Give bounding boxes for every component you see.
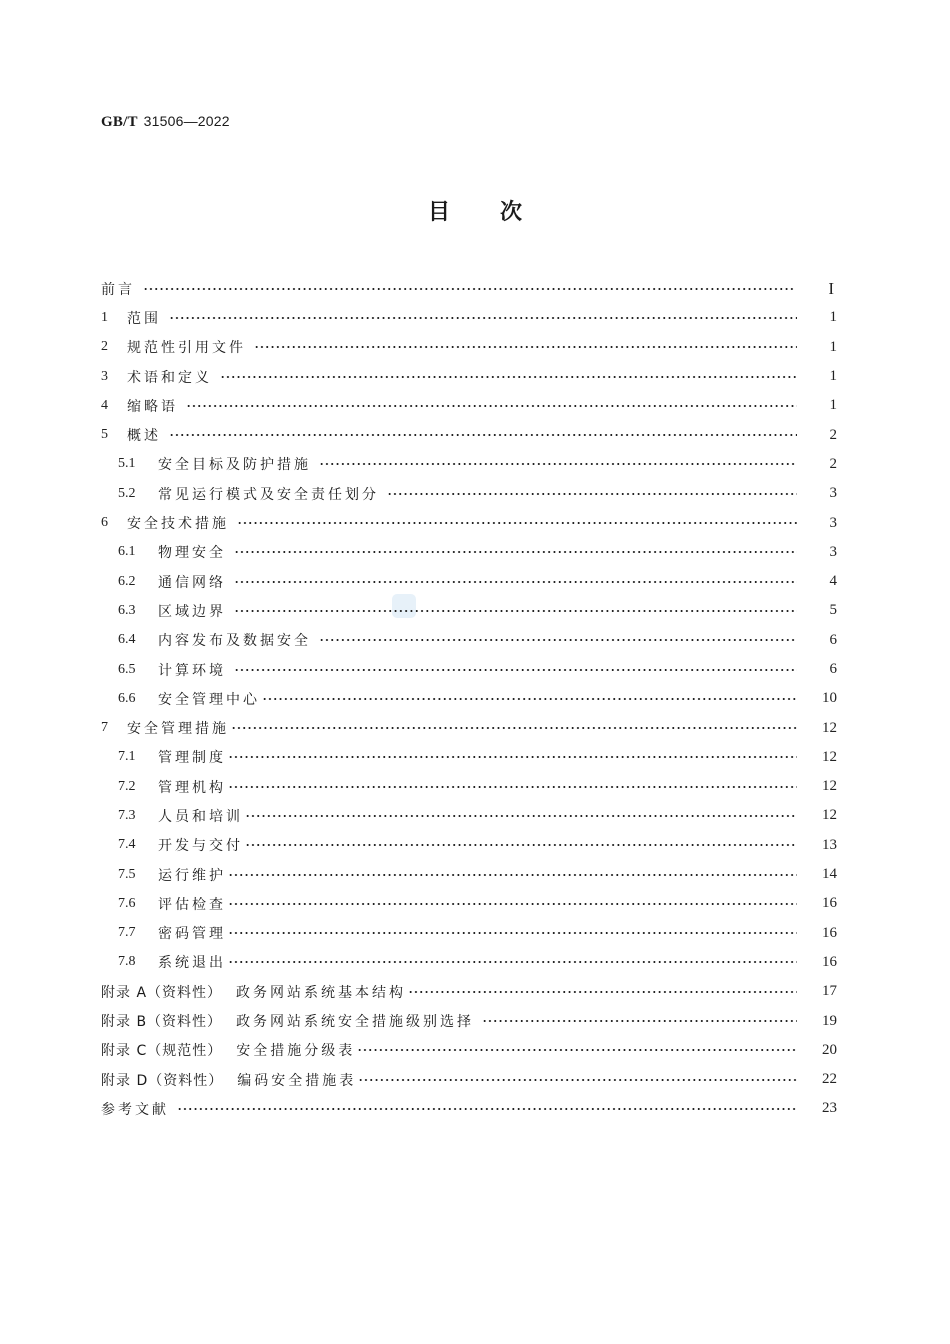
toc-entry-title: 常见运行模式及安全责任划分 (158, 486, 379, 503)
toc-page-number: 17 (822, 983, 837, 1000)
toc-entry-7-3[interactable] (101, 801, 837, 830)
toc-section-number: 1 (101, 309, 108, 325)
toc-entry-title: 密码管理 (158, 926, 226, 943)
toc-section-number: 7.1 (118, 749, 136, 765)
toc-entry-title: 通信网络 (158, 574, 226, 591)
toc-entry-annex-c[interactable] (101, 1036, 837, 1065)
toc-entry-7-8[interactable] (101, 948, 837, 977)
toc-page-number: 5 (829, 602, 837, 619)
toc-entry-6-6[interactable] (101, 684, 837, 713)
toc-entry-title: 计算环境 (158, 662, 226, 679)
toc-page-number: 6 (829, 631, 837, 648)
toc-page-number: 6 (829, 661, 837, 677)
dot-leader (234, 581, 797, 583)
toc-entry-6-2[interactable] (101, 567, 837, 596)
toc-entry-title: 系统退出 (158, 955, 226, 972)
toc-entry-title: 前言 (101, 281, 135, 298)
toc-entry-title: 规范性引用文件 (127, 340, 246, 357)
toc-section-number: 5 (101, 427, 108, 443)
dot-leader (319, 639, 797, 641)
toc-page-number: 22 (822, 1071, 837, 1088)
toc-page-number: 10 (822, 690, 837, 707)
toc-page-number: 2 (829, 455, 837, 472)
toc-entry-title: 人员和培训 (158, 808, 243, 825)
toc-entry-6-3[interactable] (101, 596, 837, 625)
toc-entry-6-4[interactable] (101, 626, 837, 655)
dot-leader (228, 903, 797, 905)
toc-annex-label: 附录 A（资料性） (101, 984, 223, 1001)
toc-page-number: 16 (822, 924, 837, 941)
toc-page-number: 1 (829, 338, 837, 355)
toc-entry-title: 评估检查 (158, 896, 226, 913)
toc-page-number: 12 (822, 807, 837, 824)
toc-entry-7-2[interactable] (101, 772, 837, 801)
toc-entry-7-6[interactable] (101, 889, 837, 918)
toc-entry-title: 区域边界 (158, 603, 226, 620)
dot-leader (254, 346, 797, 348)
dot-leader (319, 463, 797, 465)
toc-page-number: 3 (829, 543, 837, 560)
toc-page-number: 1 (829, 368, 837, 385)
toc-section-number: 6.6 (118, 690, 136, 706)
toc-page-number: 19 (822, 1012, 837, 1029)
toc-page-number: 14 (822, 866, 837, 883)
toc-page-number: 20 (822, 1041, 837, 1058)
dot-leader (228, 786, 797, 788)
toc-section-number: 7.8 (118, 954, 136, 970)
toc-entry-6[interactable] (101, 508, 837, 537)
toc-page-number: 23 (822, 1100, 837, 1117)
toc-section-number: 2 (101, 339, 108, 355)
toc-section-number: 3 (101, 368, 108, 384)
toc-section-number: 6.1 (118, 544, 136, 560)
toc-entry-title: 安全管理中心 (158, 691, 260, 708)
toc-section-number: 7.3 (118, 807, 136, 823)
dot-leader (186, 405, 797, 407)
dot-leader (228, 932, 797, 934)
title-char-1: 目 (427, 200, 450, 225)
toc-page-number: 4 (829, 573, 837, 590)
toc-entry-title: 管理机构 (158, 779, 226, 796)
toc-section-number: 7.2 (118, 778, 136, 794)
standard-code (101, 113, 230, 131)
toc-entry-2[interactable] (101, 333, 837, 362)
toc-page-number: 12 (822, 748, 837, 765)
toc-page-number: 16 (822, 895, 837, 912)
toc-annex-label: 附录 D（资料性） (101, 1072, 224, 1089)
toc-page-number: 13 (822, 836, 837, 853)
toc-section-number: 6 (101, 515, 108, 531)
dot-leader (169, 434, 797, 436)
toc-entry-title: 编码安全措施表 (237, 1072, 357, 1089)
toc-entry-7-5[interactable] (101, 860, 837, 889)
toc-section-number: 5.1 (118, 456, 136, 472)
toc-annex-label: 附录 C（规范性） (101, 1043, 223, 1060)
toc-entry-title: 安全目标及防护措施 (158, 457, 311, 474)
dot-leader (143, 288, 794, 290)
dot-leader (357, 1049, 797, 1051)
toc-entry-title: 参考文献 (101, 1101, 169, 1118)
toc-entry-title: 政务网站系统基本结构 (236, 984, 407, 1001)
toc-entry-5-1[interactable] (101, 450, 837, 479)
toc-entry-title: 开发与交付 (158, 838, 243, 855)
toc-section-number: 7.7 (118, 925, 136, 941)
toc-page-number: 3 (829, 514, 837, 531)
dot-leader (358, 1079, 797, 1081)
toc-section-number: 6.2 (118, 573, 136, 589)
toc-entry-title: 安全管理措施 (127, 721, 229, 738)
toc-entry-annex-d[interactable] (101, 1065, 837, 1094)
dot-leader (228, 756, 797, 758)
toc-section-number: 7.6 (118, 895, 136, 911)
dot-leader (231, 727, 797, 729)
toc-entry-annex-b[interactable] (101, 1006, 837, 1035)
toc-entry-7[interactable] (101, 713, 837, 742)
dot-leader (482, 1020, 797, 1022)
dot-leader (169, 317, 797, 319)
toc-section-number: 6.5 (118, 661, 136, 677)
toc-entry-7-7[interactable] (101, 919, 837, 948)
toc-page-number: I (828, 278, 834, 298)
dot-leader (228, 961, 797, 963)
dot-leader (237, 522, 797, 524)
toc-entry-title: 术语和定义 (127, 369, 212, 386)
toc-entry-title: 范围 (127, 310, 161, 327)
toc-entry-3[interactable] (101, 362, 837, 391)
dot-leader (234, 610, 797, 612)
toc-section-number: 6.3 (118, 602, 136, 618)
toc-entry-1[interactable] (101, 303, 837, 332)
title-char-2: 次 (500, 200, 523, 225)
toc-entry-bibliography[interactable] (101, 1094, 837, 1123)
dot-leader (234, 669, 797, 671)
standard-number: 31506—2022 (143, 113, 230, 129)
standard-prefix: GB/T (101, 114, 138, 130)
toc-section-number: 5.2 (118, 485, 136, 501)
page-title (0, 195, 950, 226)
toc-page-number: 2 (829, 426, 837, 443)
toc-entry-title: 物理安全 (158, 545, 226, 562)
toc-page-number: 16 (822, 953, 837, 970)
toc-entry-title: 安全技术措施 (127, 516, 229, 533)
dot-leader (262, 698, 797, 700)
toc-entry-title: 安全措施分级表 (236, 1043, 356, 1060)
dot-leader (220, 376, 797, 378)
dot-leader (228, 874, 797, 876)
dot-leader (234, 551, 797, 553)
dot-leader (387, 493, 797, 495)
toc-entry-title: 概述 (127, 428, 161, 445)
toc-section-number: 6.4 (118, 632, 136, 648)
dot-leader (245, 815, 797, 817)
toc-entry-title: 内容发布及数据安全 (158, 633, 311, 650)
toc-page-number: 12 (822, 719, 837, 736)
toc-entry-7-1[interactable] (101, 743, 837, 772)
toc-entry-4[interactable] (101, 391, 837, 420)
toc-entry-5-2[interactable] (101, 479, 837, 508)
toc-entry-title: 政务网站系统安全措施级别选择 (236, 1014, 475, 1031)
toc-entry-6-5[interactable] (101, 655, 837, 684)
toc-page-number: 12 (822, 778, 837, 795)
toc-entry-6-1[interactable] (101, 538, 837, 567)
toc-page-number: 3 (829, 485, 837, 502)
toc-section-number: 7.4 (118, 837, 136, 853)
toc-entry-title: 缩略语 (127, 398, 178, 415)
toc-section-number: 4 (101, 397, 108, 413)
dot-leader (177, 1108, 797, 1110)
toc-entry-5[interactable] (101, 420, 837, 449)
toc-entry-7-4[interactable] (101, 831, 837, 860)
table-of-contents (101, 274, 837, 1124)
toc-entry-title: 运行维护 (158, 867, 226, 884)
toc-page-number: 1 (829, 309, 837, 326)
toc-page-number: 1 (829, 397, 837, 414)
dot-leader (245, 844, 797, 846)
toc-section-number: 7.5 (118, 866, 136, 882)
toc-entry-title: 管理制度 (158, 750, 226, 767)
toc-entry-foreword[interactable] (101, 274, 837, 303)
toc-entry-annex-a[interactable] (101, 977, 837, 1006)
toc-section-number: 7 (101, 720, 108, 736)
dot-leader (408, 991, 797, 993)
toc-annex-label: 附录 B（资料性） (101, 1014, 223, 1031)
